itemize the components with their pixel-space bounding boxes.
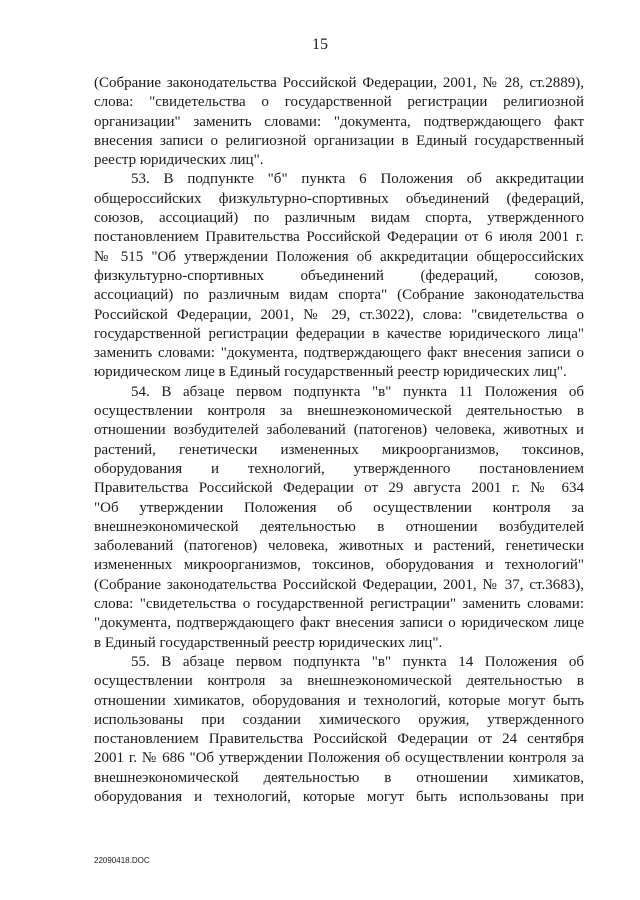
text-line: растений, генетически измененных микроорганизмов, токсинов,: [94, 441, 584, 458]
text-line: осуществлении контроля за внешнеэкономической деятельностью в: [94, 673, 584, 690]
text-line: 55. В абзаце первом подпункта "в" пункта 14 Положения об: [131, 653, 584, 670]
text-line: 54. В абзаце первом подпункта "в" пункта 11 Положения об: [131, 383, 584, 400]
text-line: государственной регистрации федерации в качестве юридического лица": [94, 325, 584, 342]
text-line: "Об утверждении Положения об осуществлении контроля за: [94, 499, 584, 516]
text-line: постановлением Правительства Российской Федерации от 24 сентября: [94, 731, 584, 748]
text-line: слова: "свидетельства о государственной регистрации религиозной: [94, 94, 584, 111]
text-line: (Собрание законодательства Российской Федерации, 2001, № 37, ст.3683),: [94, 576, 584, 593]
text-line: оборудования и технологий, которые могут быть использованы при: [94, 788, 584, 805]
text-line: (Собрание законодательства Российской Федерации, 2001, № 28, ст.2889),: [94, 75, 584, 91]
text-line: оборудования и технологий, утвержденного постановлением: [94, 460, 584, 477]
text-line: внешнеэкономической деятельностью в отношении химикатов,: [94, 769, 584, 786]
text-line: внесения записи о религиозной организации в Единый государственный: [94, 132, 584, 149]
text-line: отношении возбудителей заболеваний (патогенов) человека, животных и: [94, 422, 584, 439]
text-line: юридическом лице в Единый государственный реестр юридических лиц".: [94, 364, 567, 381]
text-line: осуществлении контроля за внешнеэкономической деятельностью в: [94, 403, 584, 420]
document-body: [94, 74, 584, 807]
text-line: внешнеэкономической деятельностью в отношении возбудителей: [94, 518, 584, 535]
text-line: реестр юридических лиц".: [94, 152, 264, 169]
text-line: слова: "свидетельства о государственной регистрации" заменить словами:: [94, 596, 584, 613]
text-line: "документа, подтверждающего факт внесения записи о юридическом лице: [94, 615, 584, 632]
text-line: отношении химикатов, оборудования и технологий, которые могут быть: [94, 692, 584, 709]
text-line: Правительства Российской Федерации от 29 августа 2001 г. № 634: [94, 480, 584, 497]
text-line: физкультурно-спортивных объединений (федераций, союзов,: [94, 267, 584, 284]
text-line: использованы при создании химического оружия, утвержденного: [94, 711, 584, 728]
text-line: общероссийских физкультурно-спортивных объединений (федераций,: [94, 190, 584, 207]
text-line: заменить словами: "документа, подтверждающего факт внесения записи о: [94, 345, 584, 362]
file-name-footer: 22090418.DOC: [94, 856, 150, 865]
text-line: измененных микроорганизмов, токсинов, оборудования и технологий": [94, 557, 584, 574]
text-line: постановлением Правительства Российской Федерации от 6 июля 2001 г.: [94, 229, 584, 246]
text-line: ассоциаций) по различным видам спорта" (Собрание законодательства: [94, 287, 584, 304]
text-line: в Единый государственный реестр юридических лиц".: [94, 634, 443, 651]
text-line: Российской Федерации, 2001, № 29, ст.3022), слова: "свидетельства о: [94, 306, 584, 323]
page-number: 15: [312, 36, 328, 53]
text-line: 53. В подпункте "б" пункта 6 Положения об аккредитации: [131, 171, 584, 188]
text-line: организации" заменить словами: "документа, подтверждающего факт: [94, 113, 584, 130]
text-line: заболеваний (патогенов) человека, животных и растений, генетически: [94, 538, 584, 555]
text-line: 2001 г. № 686 "Об утверждении Положения об осуществлении контроля за: [94, 750, 584, 767]
text-line: № 515 "Об утверждении Положения об аккредитации общероссийских: [94, 248, 584, 265]
text-line: союзов, ассоциаций) по различным видам спорта, утвержденного: [94, 210, 584, 227]
